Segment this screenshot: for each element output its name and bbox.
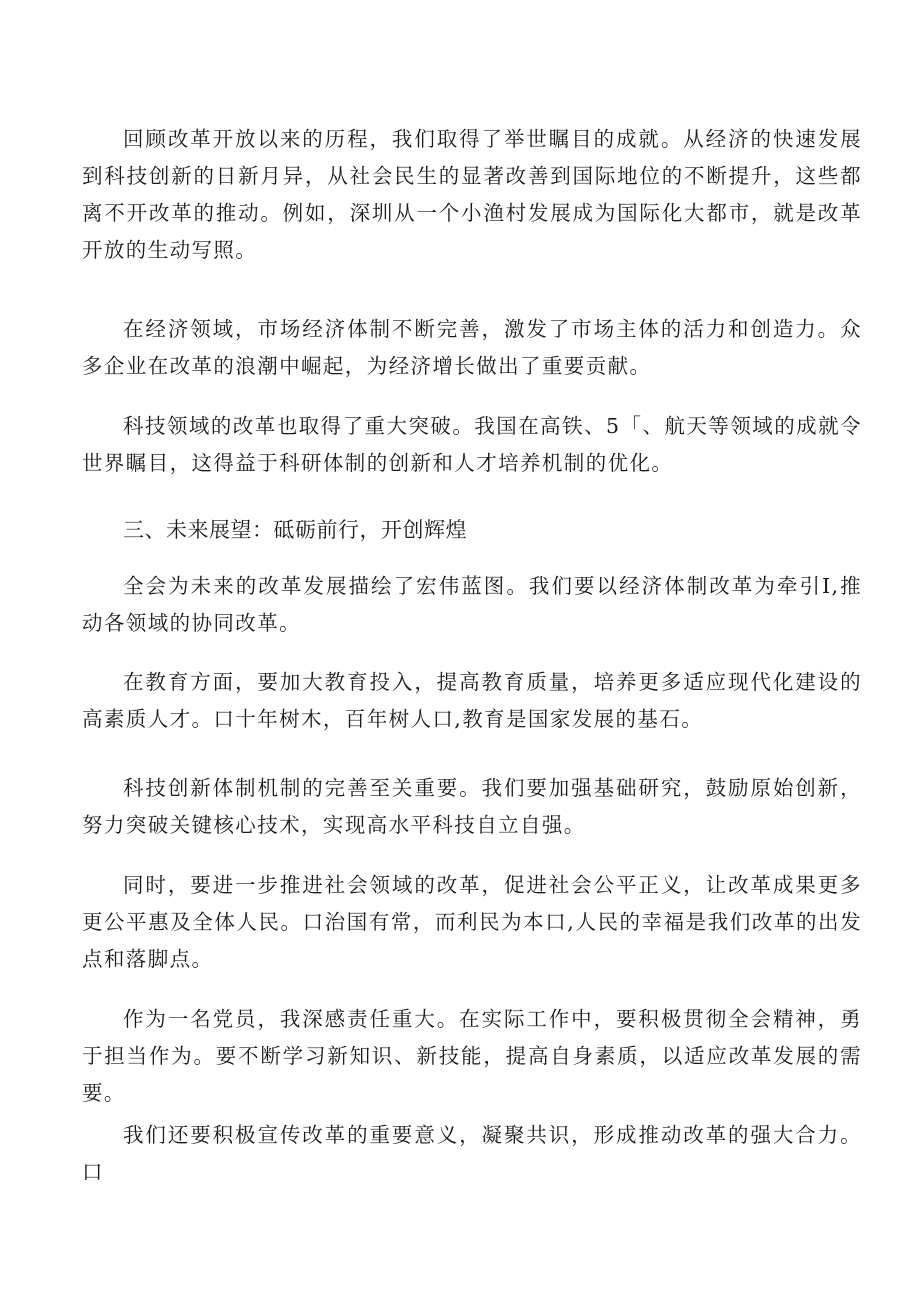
- paragraph-party-member: 作为一名党员，我深感责任重大。在实际工作中，要积极贯彻全会精神，勇于担当作为。要不断学习新知识、新技能，提高自身素质，以适应改革发展的需要。: [82, 1007, 862, 1105]
- paragraph-social-reform: 同时，要进一步推进社会领域的改革，促进社会公平正义，让改革成果更多更公平惠及全体人民。口治国有常，而利民为本口,人民的幸福是我们改革的出发点和落脚点。: [82, 873, 862, 971]
- paragraph-reform-history: 回顾改革开放以来的历程，我们取得了举世瞩目的成就。从经济的快速发展到科技创新的日新月异，从社会民生的显著改善到国际地位的不断提升，这些都离不开改革的推动。例如，深圳从一个小渔村发展成为国际化大都市，就是改革开放的生动写照。: [82, 127, 862, 262]
- paragraph-tech-field: 科技领域的改革也取得了重大突破。我国在高铁、5「、航天等领域的成就令世界瞩目，这得益于科研体制的创新和人才培养机制的优化。: [82, 414, 862, 475]
- paragraph-publicize-reform: 我们还要积极宣传改革的重要意义，凝聚共识，形成推动改革的强大合力。口: [82, 1123, 862, 1184]
- paragraph-blueprint: 全会为未来的改革发展描绘了宏伟蓝图。我们要以经济体制改革为牵引I,推动各领域的协同改革。: [82, 574, 862, 635]
- paragraph-education: 在教育方面，要加大教育投入，提高教育质量，培养更多适应现代化建设的高素质人才。口十年树木，百年树人口,教育是国家发展的基石。: [82, 670, 862, 731]
- paragraph-economic-field: 在经济领域，市场经济体制不断完善，激发了市场主体的活力和创造力。众多企业在改革的浪潮中崛起，为经济增长做出了重要贡献。: [82, 317, 862, 378]
- section-heading-future-outlook: 三、未来展望：砥砺前行，开创辉煌: [123, 518, 467, 542]
- paragraph-tech-innovation: 科技创新体制机制的完善至关重要。我们要加强基础研究，鼓励原始创新，努力突破关键核心技术，实现高水平科技自立自强。: [82, 776, 862, 837]
